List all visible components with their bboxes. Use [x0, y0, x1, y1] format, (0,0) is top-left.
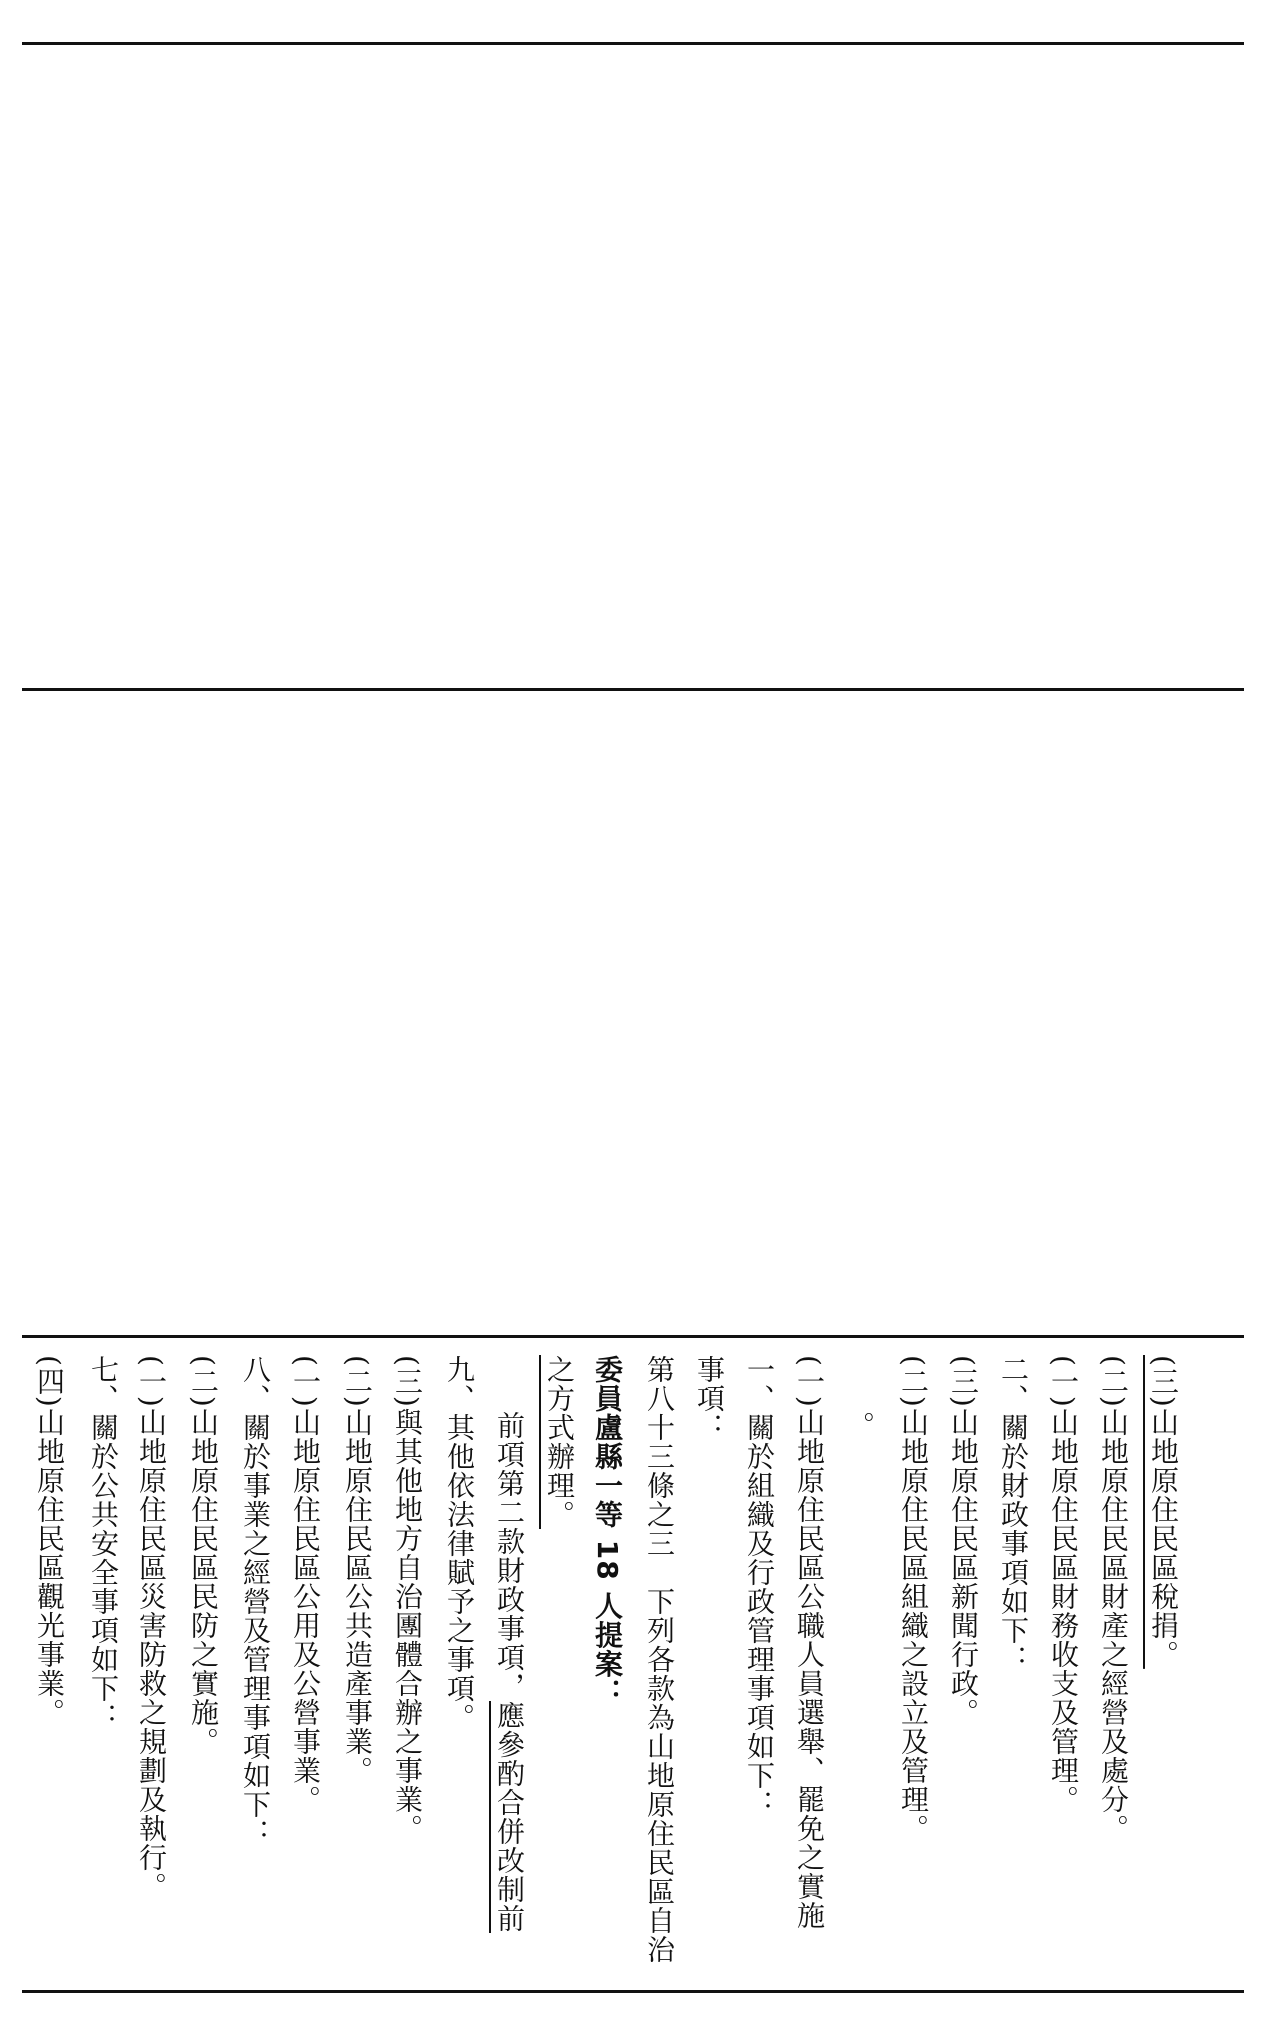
text-run: (二)山地原住民區民防之實施。	[187, 1355, 220, 1756]
text-run: (四)山地原住民區觀光事業。	[33, 1355, 66, 1727]
text-run: (二)山地原住民區公共造產事業。	[341, 1355, 374, 1785]
text-column	[86, 1355, 120, 1985]
text-run: (三)山地原住民區新聞行政。	[947, 1355, 980, 1727]
text-run: (一)山地原住民區公職人員選舉、罷免之實施	[793, 1355, 826, 1930]
text-column	[742, 1355, 776, 1985]
underlined-text-run: 應參酌合併改制前	[493, 1701, 526, 1933]
text-column	[340, 1355, 374, 1985]
text-column	[492, 1411, 526, 2041]
text-column	[1096, 1355, 1130, 1985]
text-column	[842, 1411, 876, 2041]
text-column	[692, 1355, 726, 1985]
text-run: (三)與其他地方自治團體合辦之事業。	[391, 1355, 424, 1843]
bottom-rule	[22, 1990, 1244, 1993]
text-column	[32, 1355, 66, 1985]
vertical-text-block	[30, 1355, 1245, 1985]
lower-rule	[22, 1335, 1244, 1338]
text-run: (一)山地原住民區財務收支及管理。	[1047, 1355, 1080, 1814]
text-column	[288, 1355, 322, 1985]
text-run: (二)山地原住民區財產之經營及處分。	[1097, 1355, 1130, 1843]
text-run: 二、關於財政事項如下：	[997, 1355, 1030, 1674]
text-run: 九、其他依法律賦予之事項。	[443, 1355, 476, 1732]
text-column	[390, 1355, 424, 1985]
text-run: (二)山地原住民區組織之設立及管理。	[897, 1355, 930, 1843]
text-run: 委員盧縣一等 18 人提案：	[591, 1355, 624, 1708]
text-run: (一)山地原住民區公用及公營事業。	[289, 1355, 322, 1814]
text-column	[896, 1355, 930, 1985]
text-column	[1146, 1355, 1180, 1985]
underlined-text-run: 之方式辦理。	[543, 1355, 576, 1529]
text-column	[442, 1355, 476, 1985]
text-run: (一)山地原住民區災害防救之規劃及執行。	[135, 1355, 168, 1901]
text-column	[946, 1355, 980, 1985]
top-rule	[22, 42, 1244, 45]
text-run: 事項：	[693, 1355, 726, 1442]
middle-rule	[22, 688, 1244, 691]
text-column	[186, 1355, 220, 1985]
text-column	[542, 1355, 576, 1985]
text-column	[996, 1355, 1030, 1985]
text-column	[1046, 1355, 1080, 1985]
text-run: 前項第二款財政事項，	[493, 1411, 526, 1701]
text-run: 七、關於公共安全事項如下：	[87, 1355, 120, 1732]
text-run: 八、關於事業之經營及管理事項如下：	[239, 1355, 272, 1848]
text-column	[134, 1355, 168, 1985]
text-column	[792, 1355, 826, 1985]
underlined-text-run: (三)山地原住民區稅捐。	[1147, 1355, 1180, 1669]
text-column	[590, 1355, 624, 1985]
text-column	[238, 1355, 272, 1985]
text-run: 。	[843, 1411, 876, 1440]
text-run: 一、關於組織及行政管理事項如下：	[743, 1355, 776, 1819]
text-run: 第八十三條之三 下列各款為山地原住民區自治	[643, 1355, 676, 1964]
text-column	[642, 1355, 676, 1985]
